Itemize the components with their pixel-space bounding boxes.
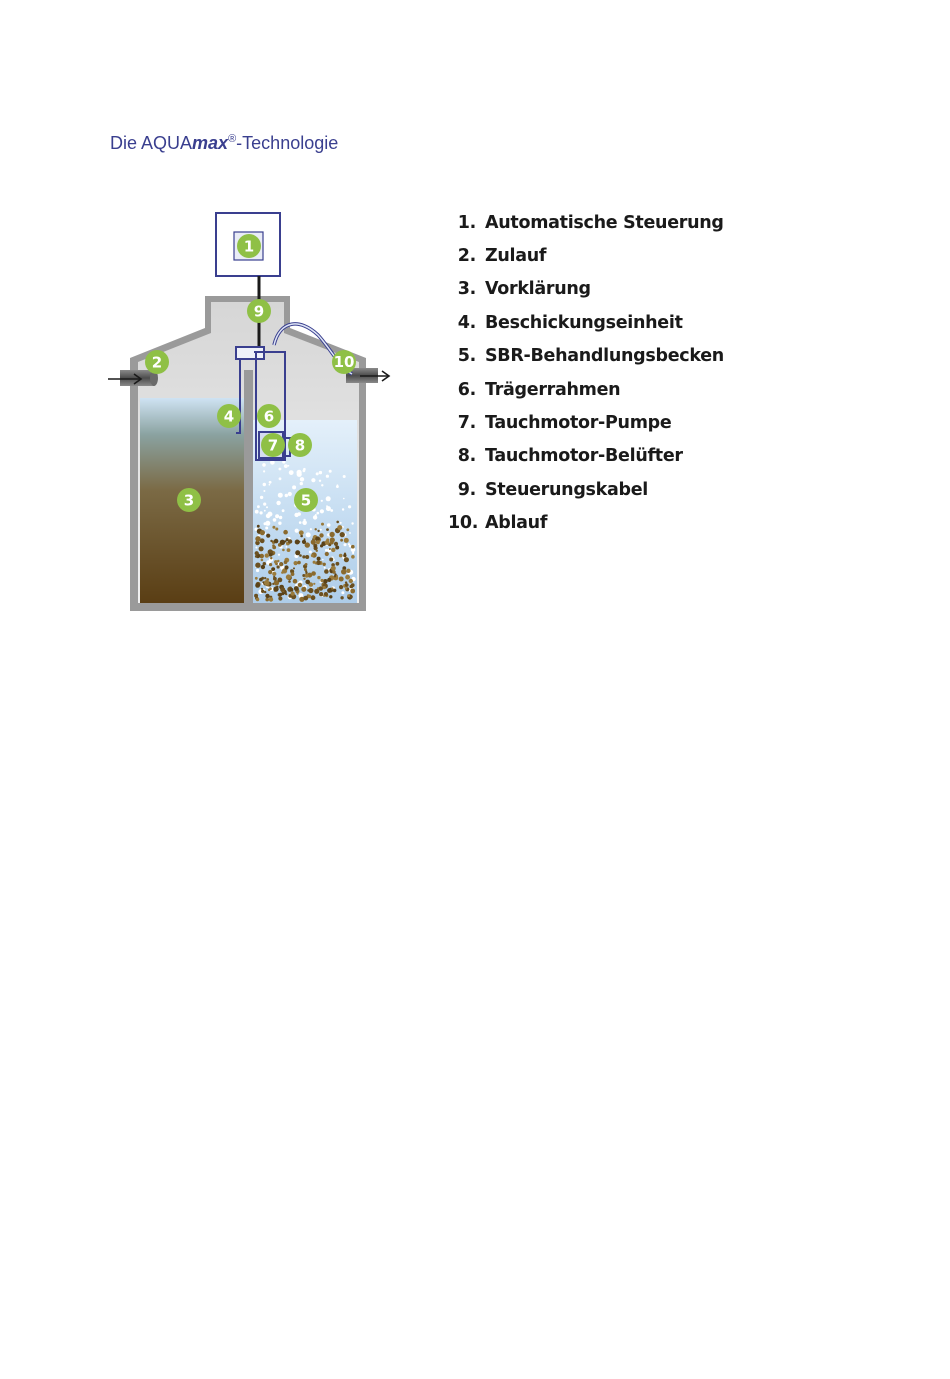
sludge-particle [336,521,339,524]
sludge-particle [278,578,283,583]
sludge-particle [261,588,263,590]
bubble [269,481,272,484]
sludge-particle [314,589,319,594]
sludge-particle [280,540,285,545]
bubble [263,470,265,472]
bubble [289,470,294,475]
bubble [352,552,354,554]
sludge-particle [329,548,331,550]
sludge-particle [282,549,285,552]
sludge-particle [269,563,272,566]
sludge-particle [255,536,260,541]
bubble [263,483,266,486]
legend-item: 3. Vorklärung [457,279,591,300]
sludge-particle [293,579,298,584]
sludge-particle [299,554,302,557]
legend-item: 1. Automatische Steuerung [457,212,724,233]
bubble [319,480,321,482]
bubble [294,513,298,517]
sludge-particle [323,563,326,566]
sludge-particle [265,598,269,602]
sludge-particle [298,583,302,587]
bubble [313,515,317,519]
sludge-particle [290,569,293,572]
svg-text:8: 8 [294,436,306,455]
sludge-particle [317,557,321,561]
sludge-particle [302,555,305,558]
component-legend [448,206,724,540]
sludge-particle [325,540,330,545]
bubble [262,463,266,467]
sludge-particle [340,596,343,599]
sludge-particle [288,539,292,543]
sludge-particle [333,589,337,593]
bubble [300,581,302,583]
bubble [343,498,345,500]
bubble [255,510,259,514]
sludge-particle [331,548,335,552]
svg-text:4: 4 [223,407,235,426]
sludge-particle [272,572,276,576]
bubble [295,529,299,533]
marker-9 [247,299,271,323]
sludge-particle [305,555,309,559]
svg-text:2: 2 [151,353,163,372]
sludge-particle [261,590,264,593]
bubble [329,470,332,473]
sludge-particle [254,594,258,598]
sludge-particle [319,533,323,537]
sludge-particle [346,569,350,573]
sludge-particle [275,528,278,531]
sludge-particle [269,597,273,601]
sludge-particle [259,546,264,551]
sludge-particle [272,544,275,547]
bubble [348,505,351,508]
bubble [344,543,347,546]
bubble [269,484,271,486]
sludge-particle [350,589,355,594]
sludge-particle [305,574,309,578]
marker-4 [217,404,241,428]
marker-5 [294,488,318,512]
sludge-particle [329,558,333,562]
legend-item: 8. Tauchmotor-Belüfter [457,446,683,467]
svg-text:3: 3 [183,491,195,510]
sludge-particle [303,596,308,601]
sludge-particle [349,579,353,583]
bubble [343,475,346,478]
bubble [326,505,328,507]
sludge-particle [339,585,343,589]
legend-item: 4. Beschickungseinheit [457,312,683,333]
bubble [267,512,272,517]
sludge-particle [350,585,354,589]
sludge-particle [274,560,278,564]
bubble [278,493,283,498]
bubble [257,505,260,508]
bubble [299,521,302,524]
sludge-particle [339,577,344,582]
sludge-particle [291,572,295,576]
sludge-particle [305,572,307,574]
sludge-particle [260,530,265,535]
sludge-particle [343,554,346,557]
bubble [284,464,288,468]
bubble [320,509,324,513]
sludge-particle [291,592,295,596]
sludge-particle [345,588,347,590]
sludge-particle [317,530,319,532]
sludge-particle [274,539,279,544]
bubble [300,482,303,485]
bubble [279,468,282,471]
sludge-particle [277,565,280,568]
sludge-particle [281,592,284,595]
sludge-particle [284,540,286,542]
sludge-particle [323,595,325,597]
sludge-particle [285,593,287,595]
sludge-particle [261,559,264,562]
sludge-particle [280,563,283,566]
legend-item: 9. Steuerungskabel [457,479,648,500]
bubble [303,519,305,521]
sludge-particle [265,594,269,598]
bubble [348,543,350,545]
bubble [303,521,307,525]
sludge-particle [340,539,343,542]
sludge-particle [334,542,338,546]
sludge-particle [304,568,307,571]
marker-1 [237,234,261,258]
bubble [285,494,288,497]
sludge-particle [326,528,329,531]
bubble [260,511,263,514]
title-prefix: Die AQUA [110,133,193,153]
sludge-particle [313,583,315,585]
sludge-particle [344,538,349,543]
bubble [309,551,312,554]
divider-wall [244,370,253,603]
sludge-particle [351,545,355,549]
title-emphasis: max [192,133,229,153]
sludge-particle [319,592,323,596]
sludge-particle [316,540,320,544]
bubble [266,506,268,508]
inlet-pipe [108,370,158,386]
svg-text:1: 1 [243,237,255,256]
bubble [260,496,263,499]
sludge-particle [270,540,272,542]
sludge-particle [266,534,270,538]
bubble [321,500,323,502]
bubble [326,475,329,478]
sludge-particle [290,588,294,592]
title-registered-mark: ® [228,133,237,145]
sludge-particle [324,569,329,574]
bubble [286,546,288,548]
bubble [320,529,322,531]
sludge-particle [286,574,291,579]
svg-text:6: 6 [263,407,275,426]
bubble [315,514,317,516]
bubble [326,496,331,501]
sludge-particle [255,555,258,558]
marker-6 [257,404,281,428]
sludge-particle [280,587,285,592]
treatment-plant-diagram [100,205,400,620]
sludge-particle [321,579,324,582]
bubble [317,512,320,515]
sludge-particle [340,532,345,537]
sludge-particle [305,563,308,566]
marker-8 [288,433,312,457]
sludge-particle [331,587,333,589]
bubble [349,532,351,534]
sludge-particle [295,540,300,545]
bubble [277,502,280,505]
sludge-particle [257,525,260,528]
sludge-particle [265,553,269,557]
sludge-particle [336,562,340,566]
sludge-particle [295,550,300,555]
bubble [264,510,266,512]
sludge-particle [297,593,299,595]
bubble [303,469,306,472]
bubble [288,465,290,467]
sludge-particle [313,561,316,564]
bubble [310,528,312,530]
sludge-particle [283,530,288,535]
sludge-particle [273,586,278,591]
sludge-particle [255,583,260,588]
sludge-particle [294,586,299,591]
sludge-particle [341,569,346,574]
sludge-particle [284,565,288,569]
sludge-particle [288,580,291,583]
bubble [321,484,323,486]
marker-3 [177,488,201,512]
sludge-particle [335,546,339,550]
sludge-particle [299,530,304,535]
bubble [255,547,257,549]
sludge-particle [314,546,316,548]
sludge-particle [330,541,334,545]
sludge-particle [301,587,306,592]
bubble [319,471,322,474]
svg-text:5: 5 [300,491,312,510]
bubble [282,509,285,512]
sludge-particle [345,583,349,587]
bubble [273,518,277,522]
sludge-particle [305,580,310,585]
legend-item: 5. SBR-Behandlungsbecken [457,346,724,367]
sludge-particle [302,540,306,544]
bubble [265,527,268,530]
sludge-particle [272,526,275,529]
sludge-particle [347,594,350,597]
legend-item: 6. Trägerrahmen [457,379,621,400]
sludge-particle [323,586,326,589]
sludge-particle [294,561,298,565]
sludge-particle [332,570,335,573]
bubble [279,477,282,480]
sludge-particle [264,577,266,579]
bubble [324,567,326,569]
sludge-particle [287,548,291,552]
bubble [322,559,324,561]
bubble [278,554,280,556]
legend-item: 10. Ablauf [448,513,548,534]
sludge-particle [346,528,349,531]
sludge-particle [311,571,316,576]
svg-text:7: 7 [267,436,279,455]
sludge-particle [339,554,343,558]
bubble [336,485,339,488]
sludge-particle [255,577,258,580]
bubble [325,549,328,552]
sludge-particle [268,570,272,574]
sludge-particle [255,551,259,555]
page-title [110,133,338,154]
sludge-particle [344,557,349,562]
sludge-particle [307,589,309,591]
bubble [288,492,292,496]
sludge-particle [317,576,320,579]
sludge-particle [334,575,336,577]
svg-text:10: 10 [333,353,355,371]
marker-2 [145,350,169,374]
bubble [279,516,282,519]
sludge-particle [293,567,295,569]
sludge-particle [329,532,334,537]
sludge-particle [256,598,260,602]
svg-text:9: 9 [253,302,265,321]
bubble [306,532,311,537]
bubble [342,508,344,510]
bubble [256,569,259,572]
bubble [327,523,331,527]
sludge-particle [282,571,285,574]
sludge-particle [323,579,328,584]
sludge-particle [337,525,342,530]
sludge-particle [269,587,272,590]
bubble [277,515,279,517]
sludge-particle [311,554,314,557]
sludge-particle [345,575,350,580]
bubble [351,522,353,524]
legend-item: 7. Tauchmotor-Pumpe [457,413,672,434]
legend-item: 2. Zulauf [457,246,547,267]
sludge-particle [327,578,331,582]
marker-7 [261,433,285,457]
sludge-particle [321,523,324,526]
bubble [278,522,281,525]
sludge-particle [255,563,260,568]
bubble [340,522,342,524]
sludge-particle [303,578,305,580]
bubble [292,485,296,489]
bubble [316,472,319,475]
sludge-particle [351,555,355,559]
sludge-particle [259,578,263,582]
sludge-particle [269,553,273,557]
bubble [311,478,315,482]
sludge-particle [311,595,316,600]
bubble [341,591,344,594]
sludge-particle [264,580,269,585]
sludge-particle [284,560,288,564]
title-suffix: -Technologie [236,133,339,153]
sludge-particle [325,552,329,556]
sludge-particle [315,528,317,530]
marker-10 [332,350,356,374]
bubble [297,470,302,475]
bubble [300,477,304,481]
sludge-particle [319,586,323,590]
sludge-particle [273,577,277,581]
bubble [263,503,266,506]
sludge-particle [331,566,336,571]
bubble [263,490,265,492]
sludge-particle [297,561,301,565]
sludge-particle [278,596,282,600]
bubble [264,522,267,525]
sludge-particle [272,567,276,571]
sludge-particle [262,581,264,583]
sludge-particle [329,595,332,598]
sludge-particle [270,557,272,559]
sludge-particle [261,565,265,569]
